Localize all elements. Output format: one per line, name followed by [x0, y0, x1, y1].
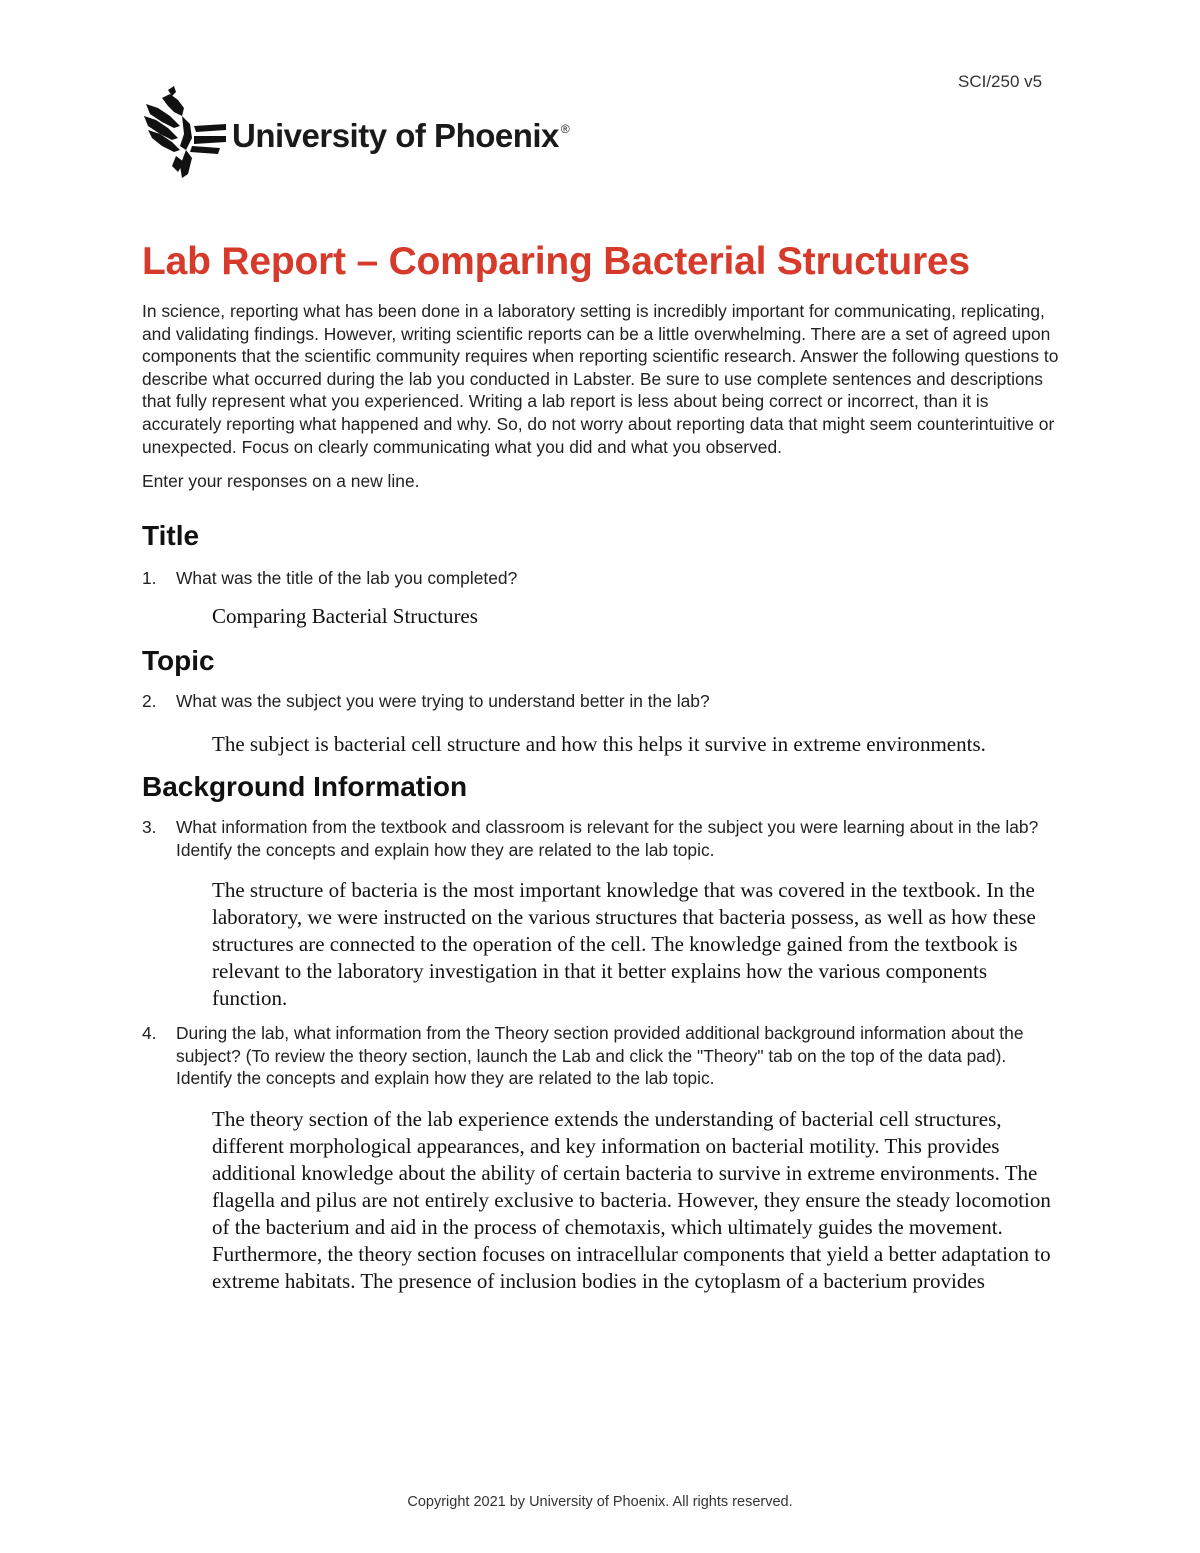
phoenix-bird-icon [144, 86, 226, 178]
answer-2[interactable]: The subject is bacterial cell structure and how this helps it survive in extreme environments. [212, 731, 986, 756]
university-logo [144, 86, 569, 178]
university-name: University of Phoenix ® [232, 117, 570, 154]
section-heading-title: Title [142, 519, 200, 551]
course-code: SCI/250 v5 [958, 72, 1043, 91]
question-number: 3. [142, 816, 157, 837]
question-4 [142, 1022, 1062, 1090]
answer-4[interactable]: The theory section of the lab experience extends the understanding of bacterial cell structures, different morphological appearances, and key information on bacterial motility. This provides additional knowledge about the ability of certain bacteria to survive in extreme environments. The flagella and pilus are not entirely exclusive to bacteria. However, they ensure the steady locomotion of the bacterium and aid in the process of chemotaxis, which ultimately guides the movement. Furthermore, the theory section focuses on intracellular components that yield a better adaptation to extreme habitats. The presence of inclusion bodies in the cytoplasm of a bacterium provides [212, 1106, 1051, 1293]
answer-3[interactable]: The structure of bacteria is the most important knowledge that was covered in the textbook. In the laboratory, we were instructed on the various structures that bacteria possess, as well as how these structures are connected to the operation of the cell. The knowledge gained from the textbook is relevant to the laboratory investigation in that it better explains how the various components function. [212, 878, 1036, 1011]
question-number: 1. [142, 567, 157, 588]
section-heading-topic: Topic [142, 645, 215, 677]
question-text: What was the title of the lab you completed? [176, 567, 518, 588]
question-number: 2. [142, 691, 157, 712]
question-1 [142, 567, 1062, 590]
document-body [142, 236, 1062, 1295]
registered-mark: ® [560, 122, 570, 136]
intro-paragraph: In science, reporting what has been done in a laboratory setting is incredibly important for communicating, replicating, and validating findings. However, writing scientific reports can be a little overwhelming. There are a set of agreed upon components that the scientific community requires when reporting scientific research. Answer the following questions to describe what occurred during the lab you conducted in Labster. Be sure to use complete sentences and descriptions that fully represent what you experienced. Writing a lab report is less about being correct or incorrect, than it is accurately reporting what happened and why. So, do not worry about reporting data that might seem counterintuitive or unexpected. Focus on clearly communicating what you did and what you observed. [142, 301, 1059, 457]
section-heading-background: Background Information [142, 770, 468, 802]
question-text: What was the subject you were trying to understand better in the lab? [176, 691, 710, 712]
footer-copyright: Copyright 2021 by University of Phoenix. All rights reserved. [407, 1494, 793, 1510]
question-number: 4. [142, 1023, 157, 1044]
question-text: During the lab, what information from the Theory section provided additional background information about the subject? (To review the theory section, launch the Lab and click the "Theory" tab on the top of the data pad). Identify the concepts and explain how they are related to the lab topic. [176, 1023, 1024, 1089]
question-3 [142, 816, 1062, 861]
answer-1[interactable]: Comparing Bacterial Structures [212, 604, 478, 629]
question-text: What information from the textbook and classroom is relevant for the subject you were learning about in the lab? Identify the concepts and explain how they are related to the lab topic. [176, 816, 1039, 860]
instruction-text: Enter your responses on a new line. [142, 471, 420, 492]
page-title: Lab Report – Comparing Bacterial Structures [142, 240, 970, 283]
question-2 [142, 690, 1062, 713]
